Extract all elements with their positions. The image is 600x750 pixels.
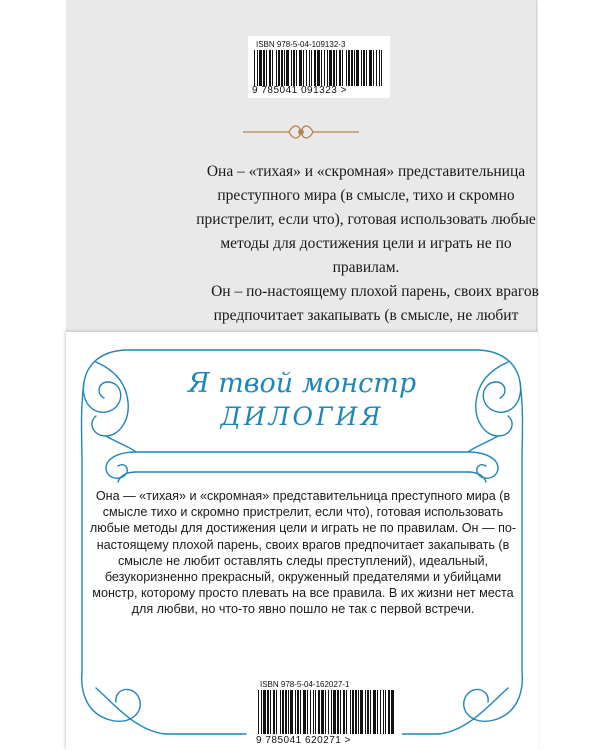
front-description: Она — «тихая» и «скромная» представительница преступного мира (в смысле тихо и скромно пристрелит, если что), готовая использовать любые методы для достижения цели и играть не по правилам. Он — по-настоящему плохой парень, своих врагов предпочитает закапывать (в смысле не любит оставлять следы преступлений), идеальный, безукоризненно прекрасный, окруженный предателями и убийцами монстр, которому просто плевать на все правила. В их жизни нет места для любви, но что-то явно пошло не так с первой встречи.: [89, 489, 517, 617]
back-barcode-label: [248, 36, 390, 98]
ornament-divider-icon: [241, 122, 361, 142]
front-isbn: ISBN 978-5-04-162027-1: [260, 680, 350, 689]
back-isbn: ISBN 978-5-04-109132-3: [256, 40, 346, 49]
front-barcode-digits: 9 785041 620271 >: [256, 735, 351, 746]
back-book-cover: [66, 0, 539, 360]
front-barcode-label: [252, 676, 402, 750]
book-subtitle: ДИЛОГИЯ: [220, 402, 384, 431]
book-title: Я твой монстр: [187, 368, 417, 399]
front-barcode: [256, 690, 396, 734]
back-description-para-1: Она – «тихая» и «скромная» представительница преступного мира (в смысле, тихо и скромно пристрелит, если что), готовая использовать любые методы для достижения цели и играть не по правилам.: [196, 163, 536, 276]
front-book-cover: [66, 332, 538, 750]
back-barcode-digits: 9 785041 091323 >: [252, 85, 347, 96]
back-barcode: [252, 50, 386, 86]
back-description-para-2: Он – по-настоящему плохой парень, своих врагов предпочитает закапывать (в смысле, не любит: [211, 283, 539, 324]
